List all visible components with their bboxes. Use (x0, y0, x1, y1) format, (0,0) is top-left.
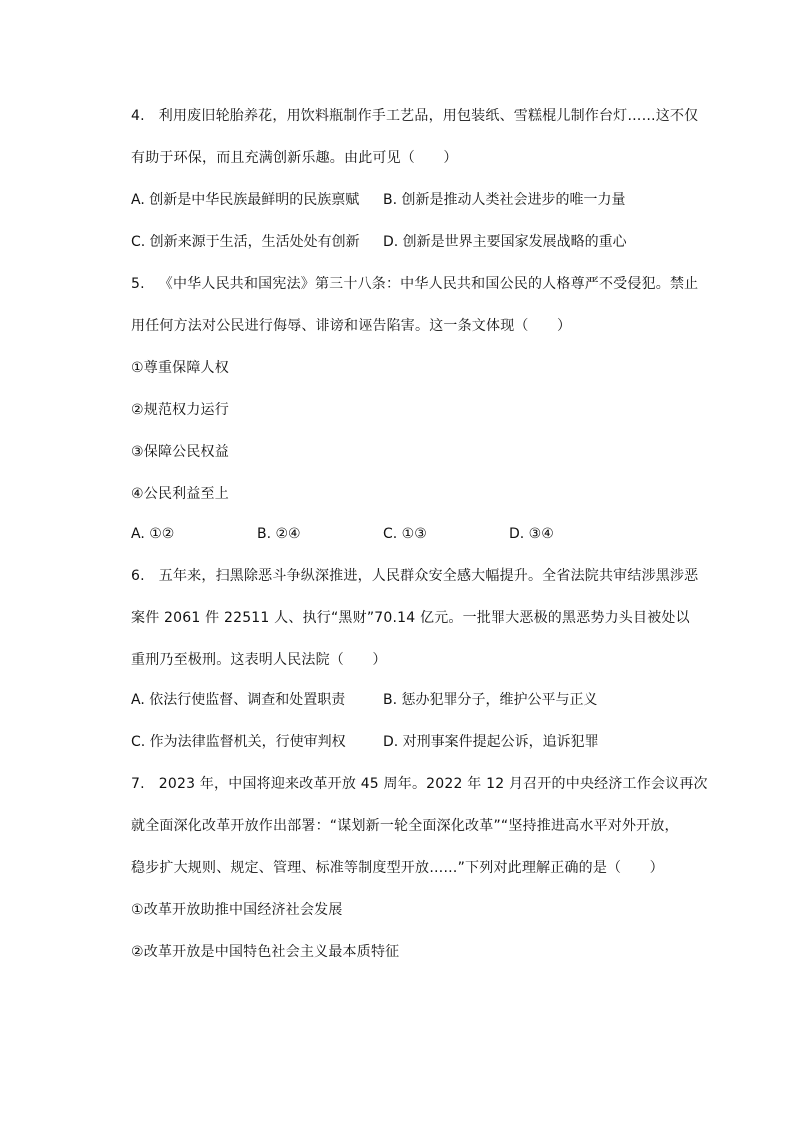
question-7-line-3: 稳步扩大规则、规定、管理、标准等制度型开放……”下列对此理解正确的是（ ） (131, 860, 664, 876)
question-5-line-2: 用任何方法对公民进行侮辱、诽谤和诬告陷害。这一条文体现（ ） (131, 318, 572, 334)
option-c[interactable]: C. 作为法律监督机关，行使审判权 (131, 734, 346, 750)
question-5-line-1 (131, 274, 698, 294)
statement-item-1: ①改革开放助推中国经济社会发展 (131, 902, 343, 918)
option-b[interactable]: B. 创新是推动人类社会进步的唯一力量 (383, 192, 626, 208)
option-a[interactable]: A. ①② (131, 526, 175, 542)
question-6-line-1 (131, 566, 698, 586)
statement-item-2: ②规范权力运行 (131, 402, 229, 418)
question-number: 5. (131, 276, 145, 292)
option-a[interactable]: A. 创新是中华民族最鲜明的民族禀赋 (131, 192, 360, 208)
statement-item-3: ③保障公民权益 (131, 444, 229, 460)
option-c[interactable]: C. 创新来源于生活，生活处处有创新 (131, 234, 360, 250)
statement-item-1: ①尊重保障人权 (131, 360, 229, 376)
option-b[interactable]: B. ②④ (257, 526, 301, 542)
question-text: 利用废旧轮胎养花，用饮料瓶制作手工艺品，用包装纸、雪糕棍儿制作台灯……这不仅 (158, 108, 699, 124)
question-number: 7. (131, 776, 145, 792)
question-7-line-2: 就全面深化改革开放作出部署：“谋划新一轮全面深化改革”“坚持推进高水平对外开放， (131, 818, 679, 834)
option-d[interactable]: D. 创新是世界主要国家发展战略的重心 (383, 234, 627, 250)
statement-item-4: ④公民利益至上 (131, 486, 229, 502)
option-a[interactable]: A. 依法行使监督、调查和处置职责 (131, 692, 346, 708)
question-4-line-1 (131, 106, 698, 126)
question-text: 2023 年，中国将迎来改革开放 45 周年。2022 年 12 月召开的中央经济工作会议再次 (158, 776, 708, 792)
question-6-line-3: 重刑乃至极刑。这表明人民法院（ ） (131, 652, 387, 668)
question-4-line-2: 有助于环保，而且充满创新乐趣。由此可见（ ） (131, 150, 458, 166)
question-6-line-2: 案件 2061 件 22511 人、执行“黑财”70.14 亿元。一批罪大恶极的黑恶势力头目被处以 (131, 610, 690, 626)
option-d[interactable]: D. 对刑事案件提起公诉，追诉犯罪 (383, 734, 599, 750)
option-c[interactable]: C. ①③ (383, 526, 427, 542)
question-number: 4. (131, 108, 145, 124)
option-b[interactable]: B. 惩办犯罪分子，维护公平与正义 (383, 692, 598, 708)
question-text: 《中华人民共和国宪法》第三十八条：中华人民共和国公民的人格尊严不受侵犯。禁止 (158, 276, 699, 292)
question-number: 6. (131, 568, 145, 584)
question-7-line-1 (131, 774, 708, 794)
option-d[interactable]: D. ③④ (509, 526, 554, 542)
question-text: 五年来，扫黑除恶斗争纵深推进，人民群众安全感大幅提升。全省法院共审结涉黑涉恶 (158, 568, 699, 584)
statement-item-2: ②改革开放是中国特色社会主义最本质特征 (131, 944, 400, 960)
